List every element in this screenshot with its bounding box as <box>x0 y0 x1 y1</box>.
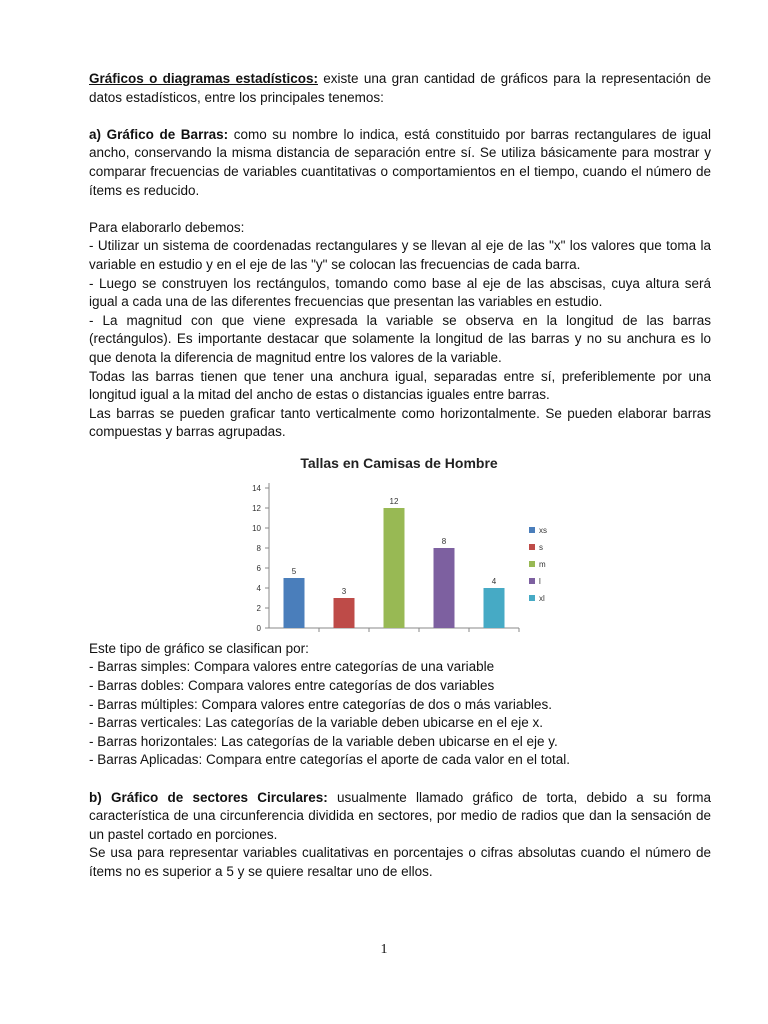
step-item: - La magnitud con que viene expresada la variable se observa en la longitud de las barras (rectángulos). Es importante destacar que solamente la longitud de las barras y no su anchura es lo que denota la diferencia de magnitud entre los valores de la variable. <box>89 312 711 365</box>
y-tick-label: 14 <box>252 483 261 493</box>
y-tick-label: 10 <box>252 523 261 533</box>
x-tick-label <box>290 635 298 636</box>
x-tick-label <box>391 635 398 636</box>
classification-item: - Barras simples: Compara valores entre categorías de una variable <box>89 659 495 675</box>
intro-heading: Gráficos o diagramas estadísticos: <box>89 71 318 86</box>
legend-swatch <box>529 578 535 584</box>
legend-label: s <box>539 542 543 552</box>
steps-title: Para elaborarlo debemos: <box>89 219 245 235</box>
bar-chart-heading: a) Gráfico de Barras: <box>89 126 229 142</box>
y-tick-label: 0 <box>256 623 261 633</box>
document-page <box>89 70 711 882</box>
bar-chart-text: como su nombre lo indica, está constituido por barras rectangulares de igual ancho, conservando la misma distancia de separación entre sí. Se utiliza básicamente para mostrar y comparar frecuencias de variables cuantitativas o comportamientos en el tiempo, cuando el número de ítems es reducido. <box>89 126 711 198</box>
classification-item: - Barras Aplicadas: Compara entre categorías el aporte de cada valor en el total. <box>89 752 571 768</box>
bar-xs <box>284 578 305 628</box>
data-label: 12 <box>389 496 399 506</box>
classification-item: - Barras horizontales: Las categorías de la variable deben ubicarse en el eje y. <box>89 733 558 749</box>
x-tick-label <box>443 635 445 636</box>
x-tick-label <box>491 635 497 636</box>
pie-chart-paragraph <box>89 789 711 845</box>
legend-swatch <box>529 595 535 601</box>
step-item: Las barras se pueden graficar tanto verticalmente como horizontalmente. Se pueden elaborar barras compuestas y barras agrupadas. <box>89 405 711 440</box>
classification-item: - Barras dobles: Compara valores entre categorías de dos variables <box>89 678 495 694</box>
page-number: 1 <box>380 942 388 957</box>
data-label: 4 <box>491 576 497 586</box>
bar-l <box>434 548 455 628</box>
intro-text: existe una gran cantidad de gráficos para la representación de datos estadísticos, entre los principales tenemos: <box>89 71 711 105</box>
step-item: - Luego se construyen los rectángulos, tomando como base al eje de las abscisas, cuya altura será igual a cada una de las diferentes frecuencias que presentan las variables en estudio. <box>89 275 711 310</box>
y-tick-label: 2 <box>256 603 261 613</box>
legend-label: xs <box>539 525 547 535</box>
y-tick-label: 6 <box>256 563 261 573</box>
pie-chart-text: usualmente llamado gráfico de torta, debido a su forma característica de una circunferencia dividida en sectores, por medio de radios que dan la sensación de un pastel cortado en porciones. <box>89 789 711 842</box>
intro-paragraph <box>89 70 711 107</box>
classification-title: Este tipo de gráfico se clasifican por: <box>89 640 309 656</box>
data-label: 5 <box>291 566 297 576</box>
legend-label: xl <box>539 593 545 603</box>
legend-swatch <box>529 527 535 533</box>
pie-chart-usage: Se usa para representar variables cualitativas en porcentajes o cifras absolutas cuando el número de ítems no es superior a 5 y se quiere resaltar uno de ellos. <box>89 845 711 879</box>
legend-swatch <box>529 544 535 550</box>
bar-chart-svg <box>229 448 569 636</box>
step-item: Todas las barras tienen que tener una anchura igual, separadas entre sí, preferiblemente por una longitud igual a la mitad del ancho de estas o distancias iguales entre barras. <box>89 368 711 403</box>
bar-m <box>384 508 405 628</box>
bar-s <box>334 598 355 628</box>
legend-label: m <box>539 559 546 569</box>
y-tick-label: 12 <box>252 503 261 513</box>
y-tick-label: 8 <box>256 543 261 553</box>
classification-item: - Barras verticales: Las categorías de la variable deben ubicarse en el eje x. <box>89 715 543 731</box>
y-tick-label: 4 <box>256 583 261 593</box>
legend-label: l <box>539 576 541 586</box>
classification-item: - Barras múltiples: Compara valores entre categorías de dos o más variables. <box>89 696 552 712</box>
data-label: 8 <box>441 536 447 546</box>
x-tick-label <box>342 635 346 636</box>
pie-chart-heading: b) Gráfico de sectores Circulares: <box>89 789 328 805</box>
bar-xl <box>484 588 505 628</box>
chart-title: Tallas en Camisas de Hombre <box>300 454 498 471</box>
bar-chart <box>89 448 689 636</box>
bar-chart-paragraph <box>89 126 711 200</box>
data-label: 3 <box>341 586 347 596</box>
step-item: - Utilizar un sistema de coordenadas rectangulares y se llevan al eje de las "x" los valores que toma la variable en estudio y en el eje de las "y" se colocan las frecuencias de cada barra. <box>89 238 711 272</box>
legend-swatch <box>529 561 535 567</box>
